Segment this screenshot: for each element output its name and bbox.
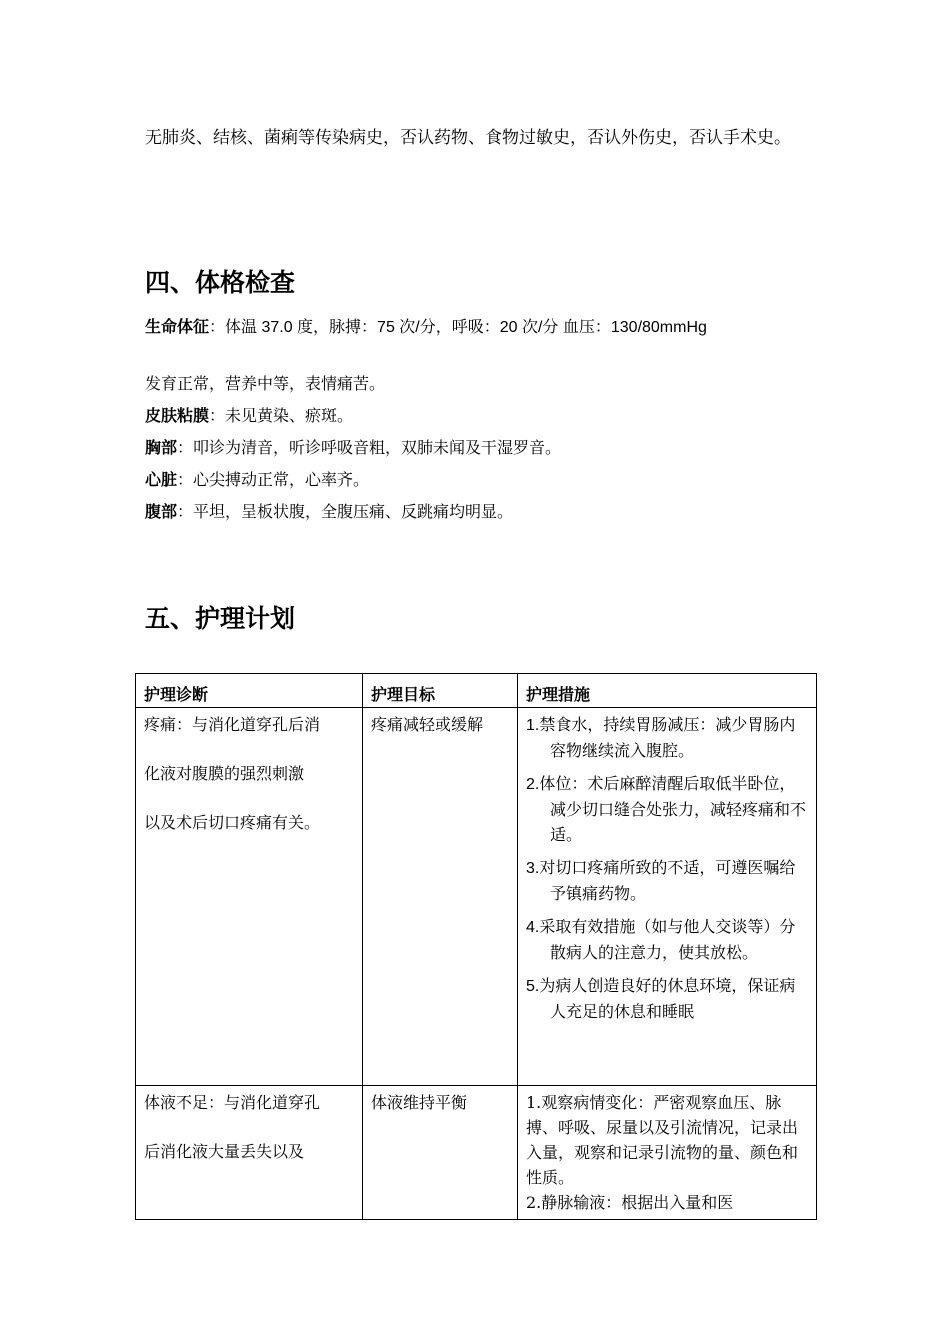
table-row xyxy=(136,1086,817,1220)
measure-item: 3.对切口疼痛所致的不适，可遵医嘱给予镇痛药物。 xyxy=(526,858,796,903)
skin-label: 皮肤粘膜 xyxy=(145,406,210,425)
section-heading-exam: 四、体格检查 xyxy=(145,268,296,297)
measure-item: 1.观察病情变化：严密观察血压、脉搏、呼吸、尿量以及引流情况，记录出入量，观察和记录引流物的量、颜色和性质。 xyxy=(526,1093,799,1187)
skin-text: ：未见黄染、瘀斑。 xyxy=(209,406,354,425)
measures-cell xyxy=(518,708,817,1086)
column-header-measures: 护理措施 xyxy=(518,674,817,708)
chest-text: ：叩诊为清音，听诊呼吸音粗，双肺未闻及干湿罗音。 xyxy=(177,438,562,457)
goal-cell xyxy=(363,1086,518,1220)
chest-label: 胸部 xyxy=(145,438,178,457)
measures-cell xyxy=(518,1086,817,1220)
diagnosis-cell xyxy=(136,708,363,1086)
vital-signs-label: 生命体征 xyxy=(145,317,210,336)
abdomen-line xyxy=(145,500,805,524)
heart-label: 心脏 xyxy=(145,470,178,489)
vital-signs-line xyxy=(145,315,805,340)
diagnosis-text: 疼痛：与消化道穿孔后消 xyxy=(144,715,321,734)
goal-text: 疼痛减轻或缓解 xyxy=(371,715,484,734)
table-row xyxy=(136,708,817,1086)
goal-text: 体液维持平衡 xyxy=(371,1093,468,1112)
nursing-plan-table xyxy=(135,673,817,1220)
diagnosis-text: 体液不足：与消化道穿孔 xyxy=(144,1093,321,1112)
development-line: 发育正常，营养中等，表情痛苦。 xyxy=(145,374,386,393)
chest-line xyxy=(145,436,805,460)
measure-item: 1.禁食水，持续胃肠减压：减少胃肠内容物继续流入腹腔。 xyxy=(526,715,796,760)
goal-cell xyxy=(363,708,518,1086)
measure-item: 2.体位：术后麻醉清醒后取低半卧位，减少切口缝合处张力，减轻疼痛和不适。 xyxy=(526,774,807,844)
diagnosis-text: 后消化液大量丢失以及 xyxy=(144,1142,305,1161)
measure-item: 2.静脉输液：根据出入量和医 xyxy=(526,1193,734,1212)
history-paragraph: 无肺炎、结核、菌痢等传染病史，否认药物、食物过敏史，否认外伤史，否认手术史。 xyxy=(145,128,791,148)
heart-line xyxy=(145,468,805,492)
column-header-goal: 护理目标 xyxy=(363,674,518,708)
heart-text: ：心尖搏动正常，心率齐。 xyxy=(177,470,370,489)
measure-item: 5.为病人创造良好的休息环境，保证病人充足的休息和睡眠 xyxy=(526,976,796,1021)
diagnosis-text: 以及术后切口疼痛有关。 xyxy=(144,813,321,832)
diagnosis-cell xyxy=(136,1086,363,1220)
column-header-diagnosis: 护理诊断 xyxy=(136,674,363,708)
diagnosis-text: 化液对腹膜的强烈刺激 xyxy=(144,764,305,783)
skin-line xyxy=(145,404,805,428)
abdomen-text: ：平坦，呈板状腹，全腹压痛、反跳痛均明显。 xyxy=(177,502,514,521)
section-heading-plan: 五、护理计划 xyxy=(145,604,296,633)
vital-signs-text: ：体温 37.0 度，脉搏：75 次/分，呼吸：20 次/分 血压：130/80mmHg xyxy=(209,319,707,336)
table-header-row xyxy=(136,674,817,708)
measure-item: 4.采取有效措施（如与他人交谈等）分散病人的注意力，使其放松。 xyxy=(526,917,796,962)
abdomen-label: 腹部 xyxy=(145,502,178,521)
